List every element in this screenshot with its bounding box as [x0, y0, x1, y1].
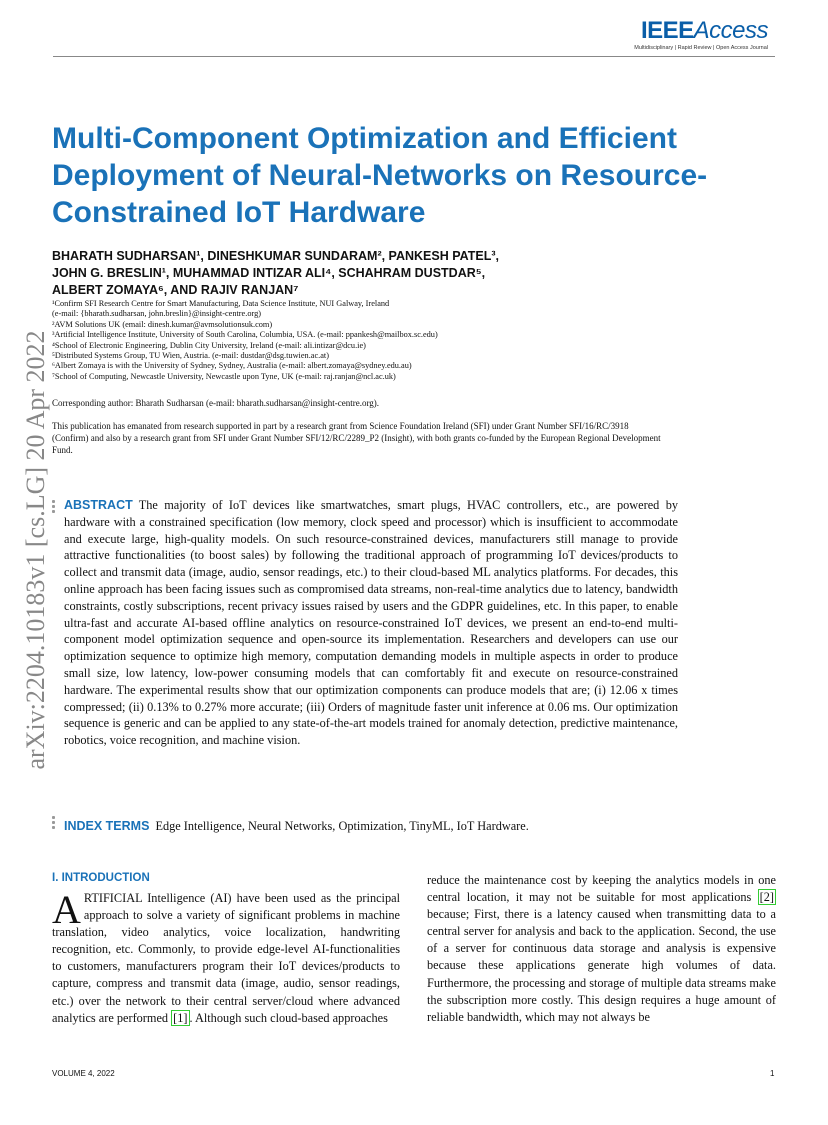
- intro-text: because; First, there is a latency caused when transmitting data to a central server for analysis and back to the application. Second, the use of a server for continuous data storage and analysis is expensive because these applications generate high volumes of data. Furthermore, the processing and storage of multiple data streams make the subscription more costly. This design requires a huge amount of reliable bandwidth, which may not always be: [427, 907, 776, 1024]
- arxiv-stamp: arXiv:2204.10183v1 [cs.LG] 20 Apr 2022: [21, 330, 50, 770]
- logo-wordmark: [634, 18, 768, 44]
- intro-text: reduce the maintenance cost by keeping the analytics models in one central location, it may not be suitable for most applications: [427, 873, 776, 905]
- affiliation-line: ⁴School of Electronic Engineering, Dublin City University, Ireland (e-mail: ali.intizar@dcu.ie): [52, 340, 366, 350]
- index-terms: [64, 818, 684, 834]
- intro-text: RTIFICIAL Intelligence (AI) have been used as the principal approach to solve a variety of significant problems in machine translation, video analytics, voice localization, handwriting recognition, etc. Commonly, to provide edge-level AI-functionalities to customers, manufacturers program their IoT devices/products to capture, compress and transmit data (image, audio, sensor readings, etc.) over the network to their central server/cloud where advanced analytics are performed: [52, 891, 400, 1025]
- affiliation-line: ²AVM Solutions UK (email: dinesh.kumar@avmsolutionsuk.com): [52, 319, 273, 329]
- intro-left-column: [52, 887, 400, 1027]
- journal-logo: [634, 18, 768, 51]
- logo-ieee: IEEE: [640, 17, 694, 44]
- intro-right-column: [427, 872, 776, 1026]
- author-line: ALBERT ZOMAYA⁶, AND RAJIV RANJAN⁷: [52, 283, 299, 297]
- paper-title: Multi-Component Optimization and Efficient Deployment of Neural-Networks on Resource-Constrained IoT Hardware: [52, 122, 708, 229]
- page-number: 1: [770, 1069, 775, 1078]
- abstract-label: ABSTRACT: [64, 498, 133, 512]
- abstract: [64, 497, 678, 749]
- citation-link[interactable]: [2]: [759, 890, 774, 905]
- index-terms-label: INDEX TERMS: [64, 819, 150, 833]
- header-divider: [53, 56, 775, 57]
- logo-access: Access: [693, 17, 768, 44]
- affiliation-line: ⁵Distributed Systems Group, TU Wien, Austria. (e-mail: dustdar@dsg.tuwien.ac.at): [52, 351, 329, 361]
- intro-text: . Although such cloud-based approaches: [189, 1010, 388, 1025]
- corresponding-author: Corresponding author: Bharath Sudharsan (e-mail: bharath.sudharsan@insight-centre.org).: [52, 398, 380, 408]
- abstract-marker: [52, 500, 55, 515]
- section-heading: I. INTRODUCTION: [52, 872, 150, 884]
- drop-cap: A: [52, 887, 81, 932]
- logo-tagline: Multidisciplinary | Rapid Review | Open Access Journal: [634, 45, 768, 51]
- affiliation-line: ⁶Albert Zomaya is with the University of Sydney, Sydney, Australia (e-mail: albert.zomaya@sydney.edu.au): [52, 361, 412, 371]
- index-terms-text: Edge Intelligence, Neural Networks, Optimization, TinyML, IoT Hardware.: [155, 819, 529, 833]
- affiliation-line: ⁷School of Computing, Newcastle University, Newcastle upon Tyne, UK (e-mail: raj.ranjan@ncl.ac.uk): [52, 371, 396, 381]
- abstract-text: The majority of IoT devices like smartwatches, smart plugs, HVAC controllers, etc., are powered by hardware with a constrained specification (low memory, clock speed and processor) which is insufficient to accommodate and execute large, high-quality models. On such resource-constrained devices, manufacturers still manage to provide attractive functionalities (to boost sales) by following the traditional approach of programming IoT devices/products to collect and transmit data (image, audio, sensor readings, etc.) to their cloud-based ML analytics platforms. For decades, this online approach has been facing issues such as compromised data streams, non-real-time analytics due to latency, bandwidth constraints, costly subscriptions, recent privacy issues raised by users and the GDPR guidelines, etc. In this paper, to enable ultra-fast and accurate AI-based offline analytics on resource-constrained IoT devices, we present an end-to-end multi-component model optimization sequence and open-source its implementation. Researchers and developers can use our optimization sequence to optimize high memory, computation demanding models in multiple aspects in order to produce small size, low latency, low-power consuming models that can comfortably fit and execute on resource-constrained hardware. The experimental results show that our optimization components can produce models that are; (i) 12.06 x times compressed; (ii) 0.13% to 0.27% more accurate; (iii) Orders of magnitude faster unit inference at 0.06 ms. Our optimization sequence is generic and can be applied to any state-of-the-art models trained for anomaly detection, predictive maintenance, robotics, voice recognition, and machine vision.: [64, 498, 678, 748]
- author-line: BHARATH SUDHARSAN¹, DINESHKUMAR SUNDARAM², PANKESH PATEL³,: [52, 249, 499, 263]
- author-line: JOHN G. BRESLIN¹, MUHAMMAD INTIZAR ALI⁴, SCHAHRAM DUSTDAR⁵,: [52, 266, 486, 280]
- footer-volume: VOLUME 4, 2022: [52, 1069, 115, 1078]
- affiliation-line: ³Artificial Intelligence Institute, University of South Carolina, Columbia, USA. (e-mail: ppankesh@mailbox.sc.edu): [52, 330, 438, 340]
- affiliations: [52, 299, 692, 382]
- affiliation-line: (e-mail: {bharath.sudharsan, john.breslin}@insight-centre.org): [52, 309, 261, 319]
- funding-note: This publication has emanated from research supported in part by a research grant from Science Foundation Ireland (SFI) under Grant Number SFI/16/RC/3918 (Confirm) and also by a research grant from SFI under Grant Number SFI/12/RC/2289_P2 (Insight), with both grants co-funded by the European Regional Development Fund.: [52, 421, 661, 455]
- citation-link[interactable]: [1]: [173, 1010, 188, 1025]
- author-list: [52, 248, 632, 299]
- affiliation-line: ¹Confirm SFI Research Centre for Smart Manufacturing, Data Science Institute, NUI Galway, Ireland: [52, 299, 390, 308]
- index-terms-marker: [52, 816, 55, 831]
